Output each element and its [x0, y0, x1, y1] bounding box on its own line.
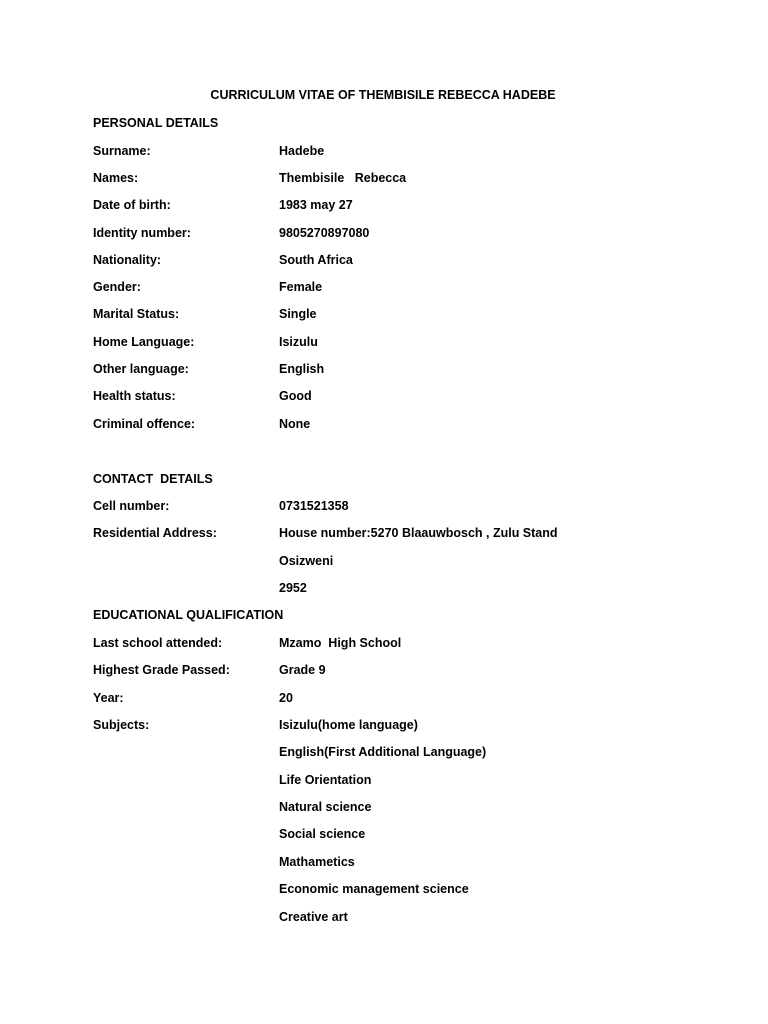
year-value: 20: [279, 691, 293, 705]
marital-status-value: Single: [279, 307, 317, 321]
other-language-label: Other language:: [93, 362, 189, 376]
address-line: 2952: [279, 581, 307, 595]
personal-details-heading: PERSONAL DETAILS: [93, 116, 219, 130]
address-line: Osizweni: [279, 554, 334, 568]
identity-number-value: 9805270897080: [279, 226, 370, 240]
year-label: Year:: [93, 691, 124, 705]
cell-number-value: 0731521358: [279, 499, 349, 513]
educational-qualification-heading: EDUCATIONAL QUALIFICATION: [93, 608, 284, 622]
subject-item: Life Orientation: [279, 773, 372, 787]
document-title: CURRICULUM VITAE OF THEMBISILE REBECCA HADEBE: [210, 88, 556, 102]
highest-grade-value: Grade 9: [279, 663, 326, 677]
surname-label: Surname:: [93, 144, 151, 158]
criminal-offence-value: None: [279, 417, 311, 431]
highest-grade-label: Highest Grade Passed:: [93, 663, 230, 677]
subjects-label: Subjects:: [93, 718, 150, 732]
nationality-label: Nationality:: [93, 253, 162, 267]
cell-number-label: Cell number:: [93, 499, 170, 513]
subject-item: Social science: [279, 827, 366, 841]
date-of-birth-label: Date of birth:: [93, 198, 171, 212]
address-line: House number:5270 Blaauwbosch , Zulu Stand: [279, 526, 558, 540]
home-language-label: Home Language:: [93, 335, 195, 349]
subject-item: English(First Additional Language): [279, 745, 487, 759]
surname-value: Hadebe: [279, 144, 325, 158]
last-school-label: Last school attended:: [93, 636, 223, 650]
nationality-value: South Africa: [279, 253, 353, 267]
gender-label: Gender:: [93, 280, 141, 294]
residential-address-label: Residential Address:: [93, 526, 217, 540]
subject-item: Creative art: [279, 910, 348, 924]
other-language-value: English: [279, 362, 325, 376]
subject-item: Natural science: [279, 800, 372, 814]
gender-value: Female: [279, 280, 323, 294]
health-status-value: Good: [279, 389, 312, 403]
contact-details-heading: CONTACT DETAILS: [93, 472, 213, 486]
date-of-birth-value: 1983 may 27: [279, 198, 353, 212]
names-label: Names:: [93, 171, 139, 185]
home-language-value: Isizulu: [279, 335, 318, 349]
identity-number-label: Identity number:: [93, 226, 191, 240]
last-school-value: Mzamo High School: [279, 636, 402, 650]
names-value: Thembisile Rebecca: [279, 171, 407, 185]
criminal-offence-label: Criminal offence:: [93, 417, 196, 431]
subject-item: Economic management science: [279, 882, 469, 896]
subject-item: Mathametics: [279, 855, 355, 869]
subject-item: Isizulu(home language): [279, 718, 418, 732]
marital-status-label: Marital Status:: [93, 307, 180, 321]
health-status-label: Health status:: [93, 389, 176, 403]
